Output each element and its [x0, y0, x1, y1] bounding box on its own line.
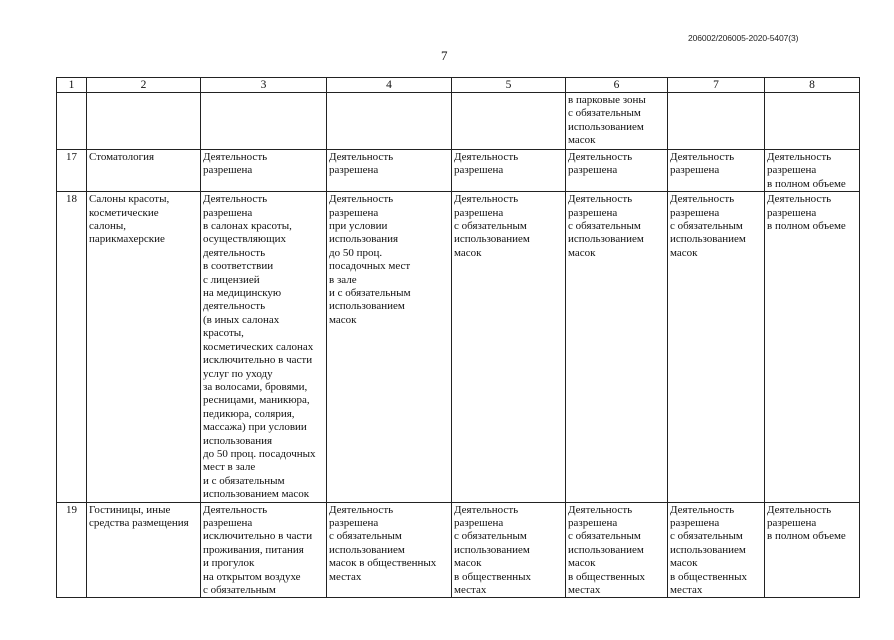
- cell-text-line: в соответствии: [203, 260, 274, 273]
- cell-text-line: Деятельность: [568, 193, 633, 206]
- cell-text-line: Деятельность: [454, 193, 519, 206]
- cell-text-line: до 50 проц.: [329, 246, 383, 259]
- table-cell: [566, 93, 668, 150]
- cell-text-line: использованием: [568, 543, 644, 556]
- row-title: [87, 502, 201, 598]
- cell-text-line: масок: [670, 246, 698, 259]
- cell-text-line: с обязательным: [203, 584, 276, 596]
- cell-text-line: Деятельность: [203, 503, 268, 516]
- cell-text-line: и прогулок: [203, 557, 255, 570]
- cell-text-line: на открытом воздухе: [203, 570, 301, 583]
- cell-text-line: Деятельность: [454, 503, 519, 516]
- cell-text-line: косметические: [89, 206, 159, 219]
- regulations-table: [56, 77, 860, 598]
- cell-text-line: Деятельность: [767, 503, 832, 516]
- cell-text-line: услуг по уходу: [203, 367, 273, 380]
- cell-text-line: с обязательным: [329, 530, 402, 543]
- table-cell: [765, 502, 860, 598]
- table-row: [57, 192, 860, 502]
- cell-text-line: масок в общественных: [329, 557, 437, 570]
- cell-text-line: Деятельность: [203, 151, 268, 163]
- cell-text-line: Деятельность: [670, 193, 735, 206]
- cell-text-line: Деятельность: [329, 503, 394, 516]
- cell-text-line: с лицензией: [203, 273, 260, 286]
- table-cell: [201, 93, 327, 150]
- cell-text-line: разрешена: [454, 164, 504, 177]
- cell-text-line: в общественных: [568, 570, 646, 583]
- cell-text-line: масок: [568, 246, 596, 259]
- cell-text-line: в парковые зоны: [568, 94, 646, 106]
- row-number: 19: [57, 502, 87, 598]
- table-cell: [452, 150, 566, 192]
- cell-text-line: разрешена: [670, 164, 720, 177]
- cell-text-line: разрешена: [670, 206, 720, 219]
- cell-text-line: масок: [568, 557, 596, 570]
- cell-text-line: проживания, питания: [203, 543, 304, 556]
- cell-text-line: разрешена: [568, 164, 618, 177]
- cell-text-line: педикюра, солярия,: [203, 407, 295, 420]
- cell-text-line: осуществляющих: [203, 233, 286, 246]
- table-cell: [668, 93, 765, 150]
- table-row: [57, 150, 860, 192]
- table-cell: [327, 192, 452, 502]
- cell-text-line: местах: [568, 584, 601, 596]
- cell-text-line: использованием: [670, 543, 746, 556]
- cell-text-line: разрешена: [454, 516, 504, 529]
- cell-text-line: косметических салонах: [203, 340, 314, 353]
- table-cell: [668, 502, 765, 598]
- cell-text-line: использованием: [454, 233, 530, 246]
- document-code: 206002/206005-2020-5407(3): [688, 33, 799, 43]
- cell-text-line: использованием: [454, 543, 530, 556]
- column-header: 4: [327, 78, 452, 93]
- cell-text-line: Деятельность: [568, 151, 633, 163]
- cell-text-line: и с обязательным: [203, 474, 285, 487]
- cell-text-line: масок: [454, 246, 482, 259]
- cell-text-line: в салонах красоты,: [203, 220, 292, 233]
- cell-text-line: средства размещения: [89, 516, 189, 529]
- cell-text-line: красоты,: [203, 327, 244, 340]
- cell-text-line: использования: [329, 233, 399, 246]
- table-cell: [452, 93, 566, 150]
- cell-text-line: масок: [329, 313, 357, 326]
- cell-text-line: с обязательным: [568, 220, 641, 233]
- table-cell: [566, 192, 668, 502]
- cell-text-line: парикмахерские: [89, 233, 165, 246]
- cell-text-line: Салоны красоты,: [89, 193, 170, 206]
- cell-text-line: разрешена: [329, 516, 379, 529]
- cell-text-line: масок: [454, 557, 482, 570]
- cell-text-line: разрешена: [329, 164, 379, 177]
- table-cell: [668, 150, 765, 192]
- table-cell: [566, 150, 668, 192]
- cell-text-line: при условии: [329, 220, 388, 233]
- column-number-row: [57, 78, 860, 93]
- cell-text-line: на медицинскую: [203, 287, 282, 300]
- cell-text-line: в полном объеме: [767, 530, 846, 543]
- table-cell: [765, 192, 860, 502]
- cell-text-line: разрешена: [203, 516, 253, 529]
- table-cell: [765, 93, 860, 150]
- cell-text-line: Деятельность: [670, 151, 735, 163]
- cell-text-line: Стоматология: [89, 151, 155, 163]
- cell-text-line: исключительно в части: [203, 530, 313, 543]
- table-cell: [87, 93, 201, 150]
- table-cell: [327, 502, 452, 598]
- cell-text-line: в зале: [329, 273, 357, 286]
- column-header: 5: [452, 78, 566, 93]
- row-number: 17: [57, 150, 87, 192]
- cell-text-line: исключительно в части: [203, 354, 313, 367]
- column-header: 3: [201, 78, 327, 93]
- table-cell: [566, 502, 668, 598]
- cell-text-line: разрешена: [203, 164, 253, 177]
- row-number: 18: [57, 192, 87, 502]
- table-cell: [452, 192, 566, 502]
- cell-text-line: Деятельность: [767, 151, 832, 163]
- cell-text-line: мест в зале: [203, 461, 256, 474]
- table-cell: [452, 502, 566, 598]
- cell-text-line: разрешена: [767, 206, 817, 219]
- column-header: 6: [566, 78, 668, 93]
- cell-text-line: и с обязательным: [329, 287, 411, 300]
- cell-text-line: в полном объеме: [767, 220, 846, 233]
- cell-text-line: Деятельность: [670, 503, 735, 516]
- column-header: 1: [57, 78, 87, 93]
- table-cell: [201, 150, 327, 192]
- cell-text-line: разрешена: [568, 206, 618, 219]
- cell-text-line: местах: [670, 584, 703, 596]
- column-header: 2: [87, 78, 201, 93]
- table-cell: [201, 192, 327, 502]
- cell-text-line: использованием: [329, 543, 405, 556]
- cell-text-line: разрешена: [670, 516, 720, 529]
- cell-text-line: до 50 проц. посадочных: [203, 447, 316, 460]
- cell-text-line: использованием: [568, 120, 644, 133]
- cell-text-line: разрешена: [568, 516, 618, 529]
- cell-text-line: масок: [670, 557, 698, 570]
- cell-text-line: разрешена: [329, 206, 379, 219]
- table-cell: [765, 150, 860, 192]
- cell-text-line: разрешена: [767, 164, 817, 177]
- cell-text-line: Деятельность: [454, 151, 519, 163]
- table-cell: [668, 192, 765, 502]
- cell-text-line: с обязательным: [568, 107, 641, 120]
- cell-text-line: масок: [568, 134, 596, 147]
- cell-text-line: разрешена: [767, 516, 817, 529]
- cell-text-line: Деятельность: [568, 503, 633, 516]
- cell-text-line: использованием масок: [203, 488, 310, 501]
- cell-text-line: деятельность: [203, 300, 266, 313]
- cell-text-line: деятельность: [203, 246, 266, 259]
- cell-text-line: Деятельность: [329, 193, 394, 206]
- row-title: [87, 192, 201, 502]
- column-header: 8: [765, 78, 860, 93]
- table-cell: [57, 93, 87, 150]
- cell-text-line: с обязательным: [670, 530, 743, 543]
- cell-text-line: в общественных: [670, 570, 748, 583]
- cell-text-line: с обязательным: [568, 530, 641, 543]
- cell-text-line: Деятельность: [329, 151, 394, 163]
- cell-text-line: посадочных мест: [329, 260, 411, 273]
- cell-text-line: Гостиницы, иные: [89, 503, 171, 516]
- continuation-row: [57, 93, 860, 150]
- row-title: [87, 150, 201, 192]
- cell-text-line: с обязательным: [454, 530, 527, 543]
- cell-text-line: (в иных салонах: [203, 313, 280, 326]
- table-cell: [327, 150, 452, 192]
- cell-text-line: в общественных: [454, 570, 532, 583]
- cell-text-line: использованием: [329, 300, 405, 313]
- cell-text-line: с обязательным: [454, 220, 527, 233]
- cell-text-line: местах: [329, 570, 362, 583]
- cell-text-line: разрешена: [203, 206, 253, 219]
- page-number: 7: [441, 48, 448, 63]
- cell-text-line: ресницами, маникюра,: [203, 394, 310, 407]
- cell-text-line: местах: [454, 584, 487, 596]
- table-cell: [201, 502, 327, 598]
- cell-text-line: использованием: [670, 233, 746, 246]
- cell-text-line: Деятельность: [767, 193, 832, 206]
- cell-text-line: за волосами, бровями,: [203, 380, 308, 393]
- cell-text-line: разрешена: [454, 206, 504, 219]
- table-cell: [327, 93, 452, 150]
- cell-text-line: салоны,: [89, 220, 127, 233]
- cell-text-line: использования: [203, 434, 273, 447]
- column-header: 7: [668, 78, 765, 93]
- cell-text-line: массажа) при условии: [203, 421, 307, 434]
- table-row: [57, 502, 860, 598]
- cell-text-line: Деятельность: [203, 193, 268, 206]
- cell-text-line: с обязательным: [670, 220, 743, 233]
- cell-text-line: использованием: [568, 233, 644, 246]
- cell-text-line: в полном объеме: [767, 177, 846, 190]
